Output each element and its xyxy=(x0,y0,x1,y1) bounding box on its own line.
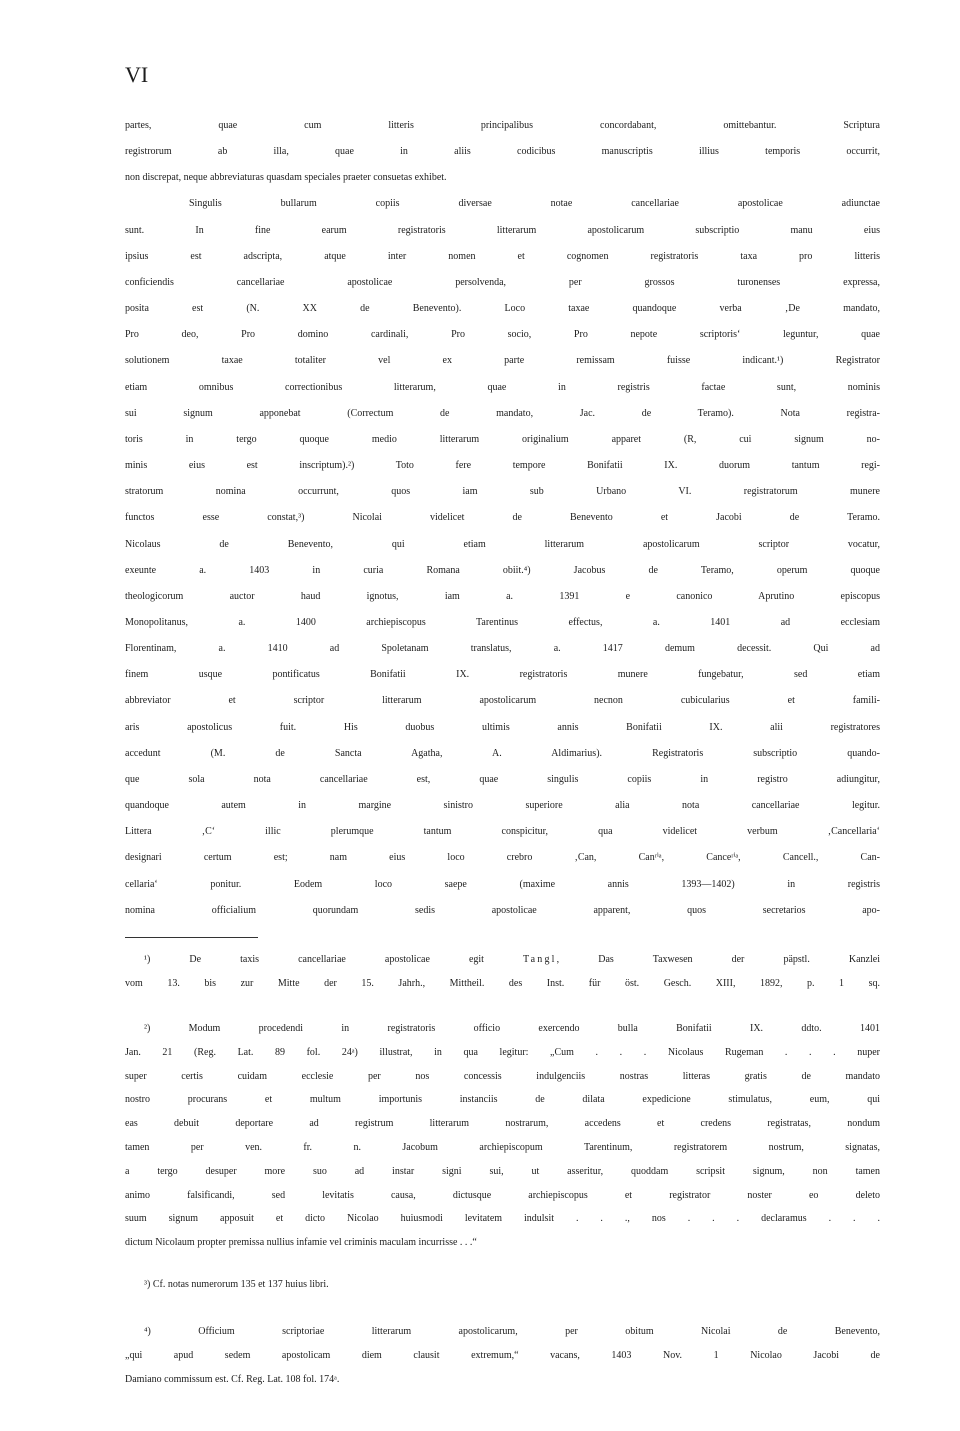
body-line: Littera ‚C‘ illic plerumque tantum conspicitur, qua videlicet verbum ‚Cancellaria‘ xyxy=(125,826,880,838)
body-line: sunt. In fine earum registratoris litterarum apostolicarum subscriptio manu eius xyxy=(125,224,880,236)
footnote-3 xyxy=(125,1273,880,1297)
footnote-line: vom 13. bis zur Mitte der 15. Jahrh., Mittheil. des Inst. für öst. Gesch. XIII, 1892, p. 1 sq. xyxy=(125,977,880,989)
author-name: Tangl xyxy=(523,954,557,965)
footnote-line: super certis cuidam ecclesie per nos concessis indulgenciis nostras litteras gratis de mandato xyxy=(125,1070,880,1082)
footnote-line: ²) Modum procedendi in registratoris officio exercendo bulla Bonifatii IX. ddto. 1401 xyxy=(144,1023,880,1034)
footnote-line: animo falsificandi, sed levitatis causa, dictusque archiepiscopus et registrator noster eo deleto xyxy=(125,1189,880,1201)
body-line: registrorum ab illa, quae in aliis codicibus manuscriptis illius temporis occurrit, xyxy=(125,146,880,158)
body-line: non discrepat, neque abbreviaturas quasdam speciales praeter consuetas exhibet. xyxy=(125,172,447,184)
body-line: aris apostolicus fuit. His duobus ultimis annis Bonifatii IX. alii registratores xyxy=(125,721,880,733)
footnote-line xyxy=(125,948,880,972)
footnote-line: ⁴) Officium scriptoriae litterarum apostolicarum, per obitum Nicolai de Benevento, xyxy=(144,1326,880,1337)
footnote-4 xyxy=(125,1320,880,1391)
body-line: Pro deo, Pro domino cardinali, Pro socio, Pro nepote scriptoris‘ leguntur, quae xyxy=(125,329,880,341)
body-line: conficiendis cancellariae apostolicae persolvenda, per grossos turonenses expressa, xyxy=(125,276,880,288)
footnote-line: „qui apud sedem apostolicam diem clausit extremum,“ vacans, 1403 Nov. 1 Nicolao Jacobi de xyxy=(125,1349,880,1361)
footnote-line: dictum Nicolaum propter premissa nullius infamie vel criminis maculam incurrisse . . .“ xyxy=(125,1237,477,1249)
body-line: finem usque pontificatus Bonifatii IX. registratoris munere fungebatur, sed etiam xyxy=(125,669,880,681)
body-line: Monopolitanus, a. 1400 archiepiscopus Tarentinus effectus, a. 1401 ad ecclesiam xyxy=(125,616,880,628)
body-line: que sola nota cancellariae est, quae singulis copiis in registro adiungitur, xyxy=(125,773,880,785)
body-line: Nicolaus de Benevento, qui etiam litterarum apostolicarum scriptor vocatur, xyxy=(125,538,880,550)
footnote-1 xyxy=(125,948,880,996)
body-line: designari certum est; nam eius loco crebro ‚Can, Canʳⁱᵃ, Canceʳⁱᵃ, Cancell., Can- xyxy=(125,852,880,864)
body-line: partes, quae cum litteris principalibus concordabant, omittebantur. Scriptura xyxy=(125,120,880,131)
page-number: VI xyxy=(125,62,149,87)
body-line: abbreviator et scriptor litterarum apostolicarum necnon cubicularius et famili- xyxy=(125,695,880,707)
body-line: etiam omnibus correctionibus litterarum, quae in registris factae sunt, nominis xyxy=(125,381,880,393)
body-line: posita est (N. XX de Benevento). Loco taxae quandoque verba ‚De mandato, xyxy=(125,303,880,315)
footnote-line: suum signum apposuit et dicto Nicolao huiusmodi levitatem indulsit . . ., nos . . . declaramus . . . xyxy=(125,1213,880,1225)
body-line: quandoque autem in margine sinistro superiore alia nota cancellariae legitur. xyxy=(125,800,880,812)
footnote-line: nostro procurans et multum importunis instanciis de dilata expedicione stimulatus, eum, qui xyxy=(125,1094,880,1106)
footnote-line: Damiano commissum est. Cf. Reg. Lat. 108 fol. 174ᵃ. xyxy=(125,1373,340,1385)
footnote-text: ¹) De taxis cancellariae apostolicae egit xyxy=(144,954,524,965)
footnote-line: a tergo desuper more suo ad instar signi sui, ut asseritur, quoddam scripsit signum, non tamen xyxy=(125,1165,880,1177)
body-line: solutionem taxae totaliter vel ex parte remissam fuisse indicant.¹) Registrator xyxy=(125,355,880,367)
body-line: stratorum nomina occurrunt, quos iam sub Urbano VI. registratorum munere xyxy=(125,486,880,498)
footnote-line: ³) Cf. notas numerorum 135 et 137 huius libri. xyxy=(144,1279,329,1290)
body-line: Singulis bullarum copiis diversae notae cancellariae apostolicae adiunctae xyxy=(189,198,880,210)
footnote-separator xyxy=(125,937,258,938)
footnote-line: tamen per ven. fr. n. Jacobum archiepiscopum Tarentinum, registratorem nostrum, signatas, xyxy=(125,1141,880,1153)
body-line: theologicorum auctor haud ignotus, iam a. 1391 e canonico Aprutino episcopus xyxy=(125,590,880,602)
footnote-2 xyxy=(125,1017,880,1255)
body-line: toris in tergo quoque medio litterarum originalium apparet (R, cui signum no- xyxy=(125,433,880,445)
body-line: accedunt (M. de Sancta Agatha, A. Aldimarius). Registratoris subscriptio quando- xyxy=(125,747,880,759)
body-line: ipsius est adscripta, atque inter nomen et cognomen registratoris taxa pro litteris xyxy=(125,250,880,262)
footnote-line: Jan. 21 (Reg. Lat. 89 fol. 24ᵃ) illustrat, in qua legitur: „Cum . . . Nicolaus Rugeman . . . nuper xyxy=(125,1046,880,1058)
body-line: Florentinam, a. 1410 ad Spoletanam translatus, a. 1417 demum decessit. Qui ad xyxy=(125,643,880,655)
body-line: exeunte a. 1403 in curia Romana obiit.⁴) Jacobus de Teramo, operum quoque xyxy=(125,564,880,576)
main-text xyxy=(125,113,880,924)
body-line: sui signum apponebat (Correctum de mandato, Jac. de Teramo). Nota registra- xyxy=(125,407,880,419)
body-line: minis eius est inscriptum).²) Toto fere tempore Bonifatii IX. duorum tantum regi- xyxy=(125,460,880,472)
body-line: nomina officialium quorundam sedis apostolicae apparent, quos secretarios apo- xyxy=(125,904,880,916)
footnote-line: eas debuit deportare ad registrum litterarum nostrarum, accedens et credens registratas, nondum xyxy=(125,1118,880,1130)
body-line: functos esse constat,³) Nicolai videlicet de Benevento et Jacobi de Teramo. xyxy=(125,512,880,524)
footnote-text: , Das Taxwesen der päpstl. Kanzlei xyxy=(556,954,880,965)
body-line: cellaria‘ ponitur. Eodem loco saepe (maxime annis 1393—1402) in registris xyxy=(125,878,880,890)
